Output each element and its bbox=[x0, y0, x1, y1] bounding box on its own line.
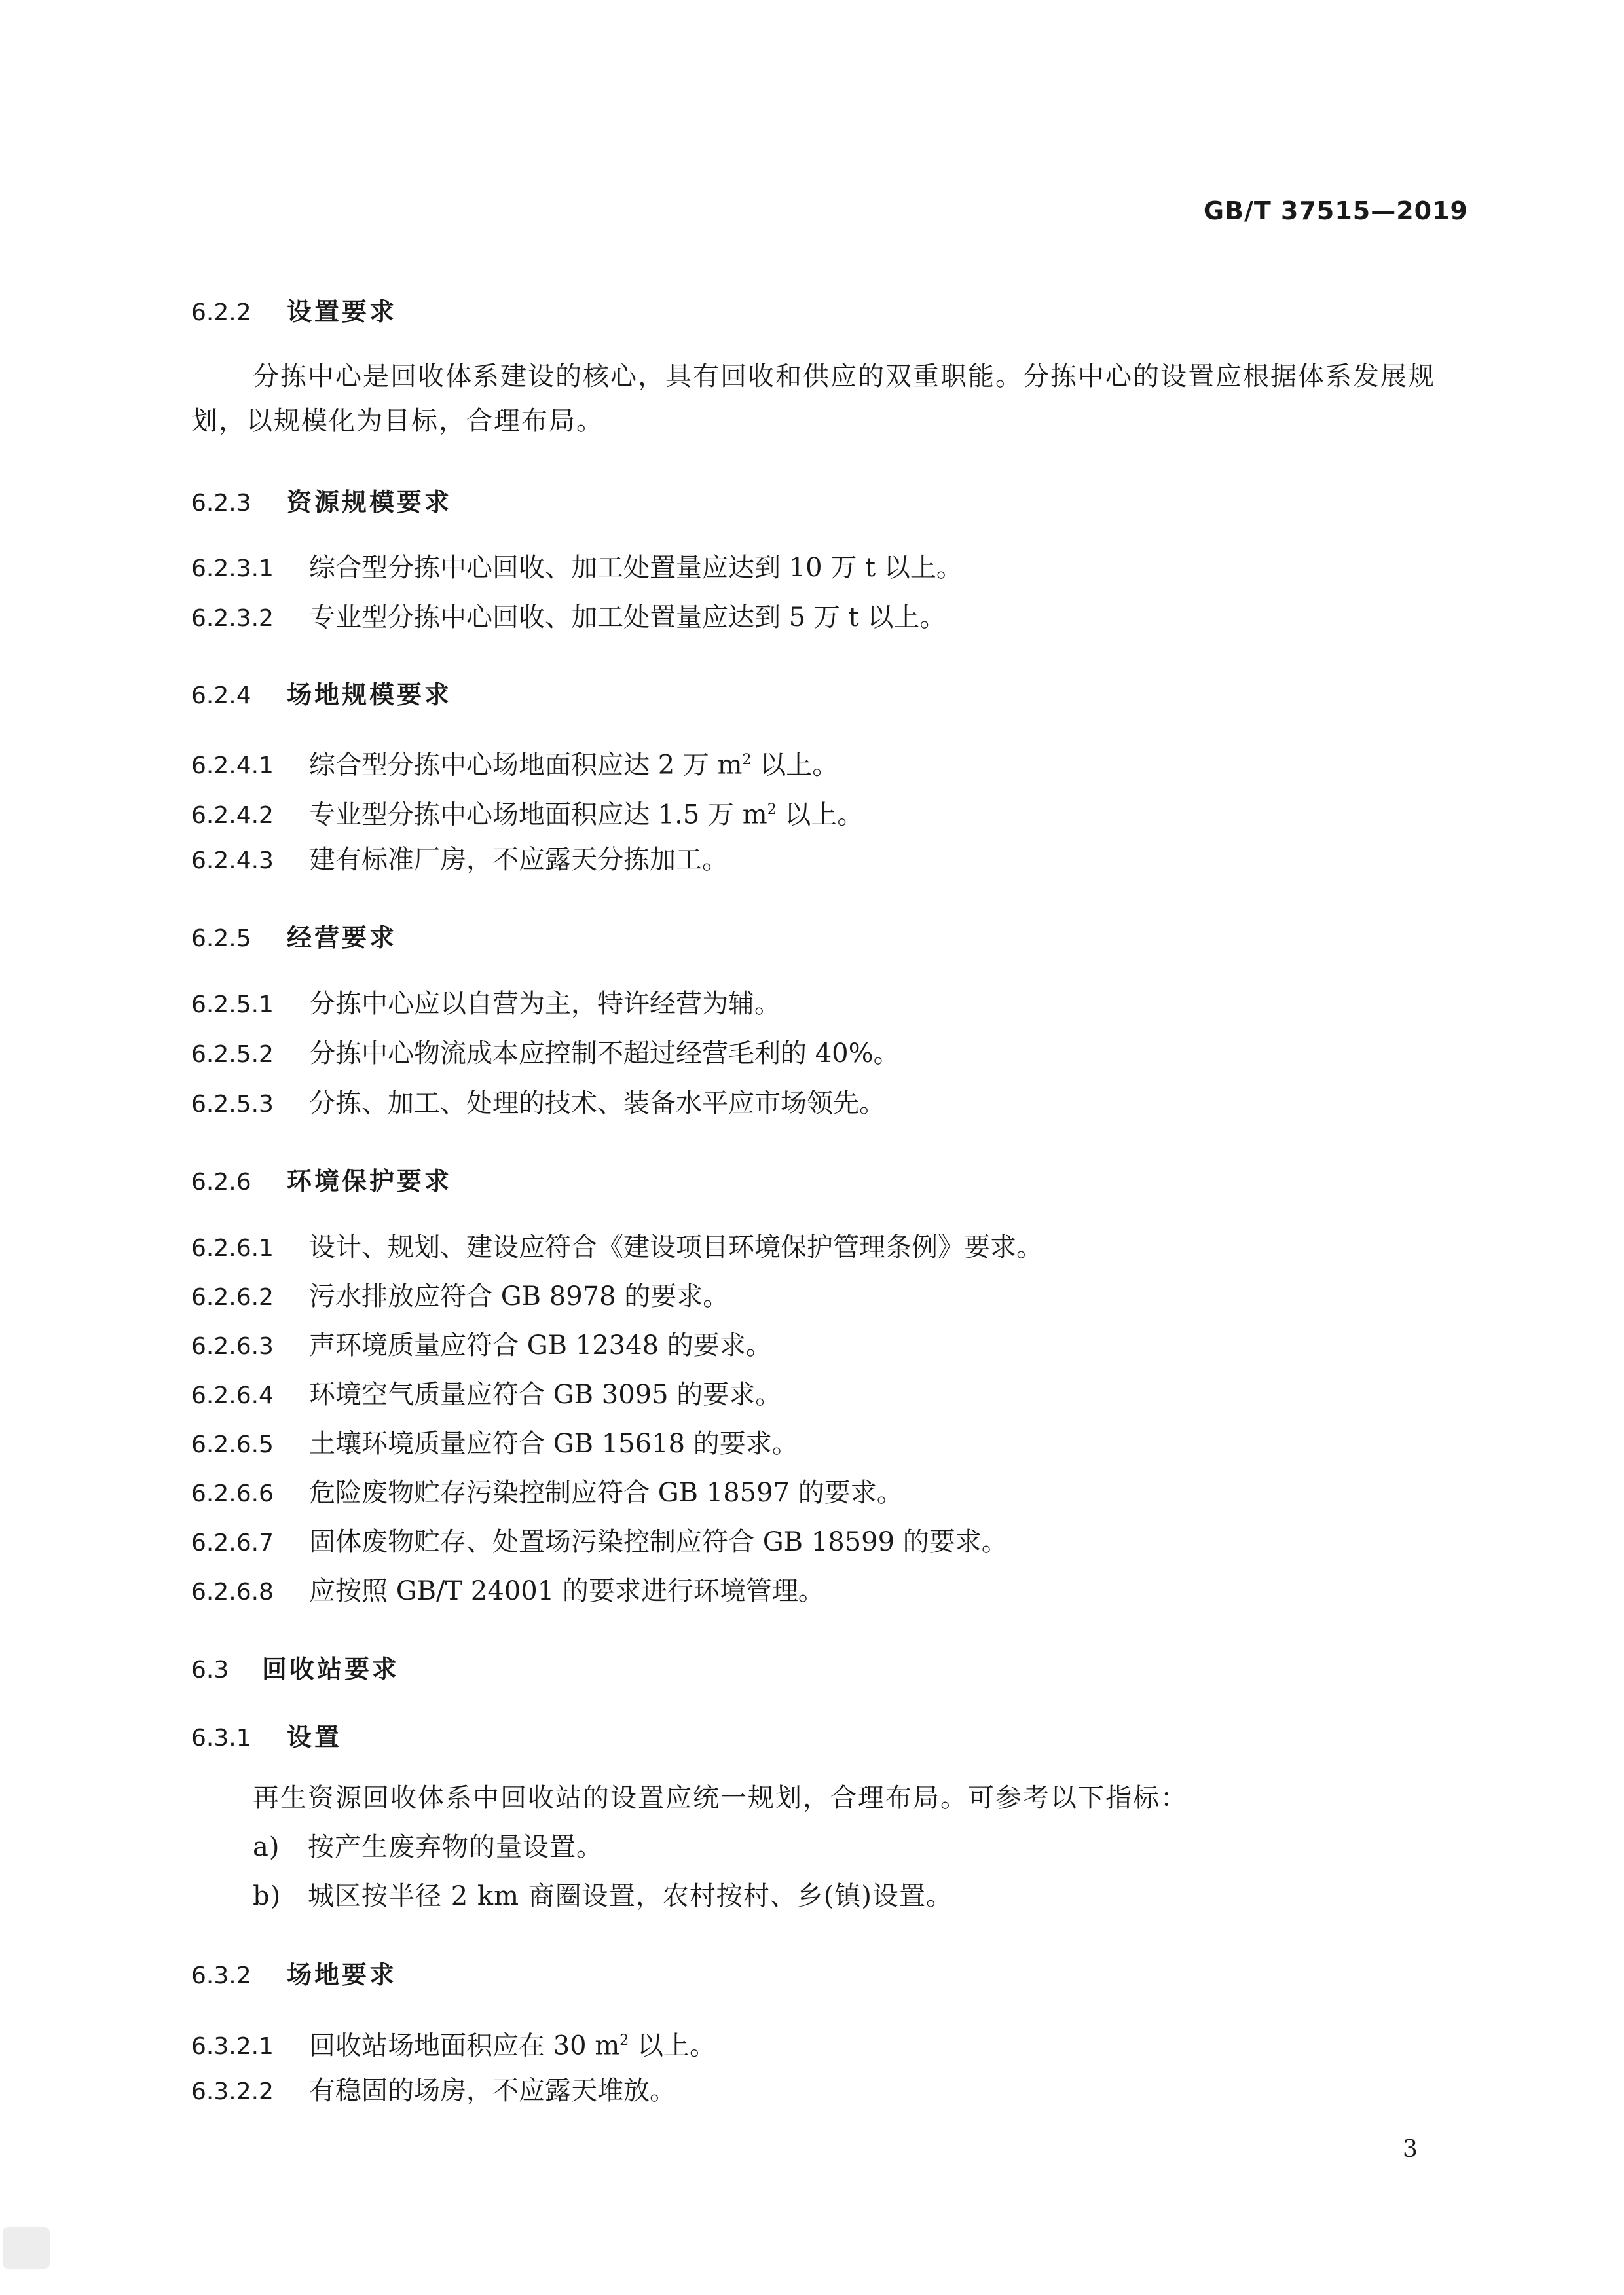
clause-text: 危险废物贮存污染控制应符合 GB 18597 的要求。 bbox=[309, 1478, 903, 1508]
clause-text: 声环境质量应符合 GB 12348 的要求。 bbox=[309, 1331, 772, 1361]
clause-6-2-6-3 bbox=[191, 1327, 1467, 1365]
clause-text: 建有标准厂房，不应露天分拣加工。 bbox=[309, 845, 728, 875]
clause-number: 6.2.6.8 bbox=[191, 1579, 274, 1606]
clause-number: 6.2.3.2 bbox=[191, 605, 274, 632]
section-heading-6-3-1 bbox=[191, 1719, 1467, 1757]
clause-text: 固体废物贮存、处置场污染控制应符合 GB 18599 的要求。 bbox=[309, 1527, 1008, 1557]
section-heading-6-2-3 bbox=[191, 484, 1467, 522]
list-marker: b) bbox=[253, 1881, 282, 1911]
clause-text-tail: 以上。 bbox=[629, 2030, 716, 2061]
clause-text: 应按照 GB/T 24001 的要求进行环境管理。 bbox=[309, 1576, 824, 1606]
heading-title: 场地要求 bbox=[287, 1960, 397, 1989]
clause-text: 有稳固的场房，不应露天堆放。 bbox=[309, 2076, 676, 2106]
clause-text: 专业型分拣中心场地面积应达 1.5 万 m bbox=[309, 799, 767, 830]
clause-6-2-5-2 bbox=[191, 1035, 1467, 1073]
clause-6-2-6-1 bbox=[191, 1229, 1467, 1267]
clause-text-tail: 以上。 bbox=[751, 750, 839, 780]
section-heading-6-2-6 bbox=[191, 1163, 1467, 1201]
superscript: 2 bbox=[619, 2032, 629, 2049]
clause-6-2-4-2 bbox=[191, 792, 1467, 834]
clause-number: 6.2.5.2 bbox=[191, 1041, 274, 1068]
heading-number: 6.3.1 bbox=[191, 1725, 251, 1752]
clause-text: 环境空气质量应符合 GB 3095 的要求。 bbox=[309, 1380, 782, 1410]
clause-number: 6.2.6.6 bbox=[191, 1480, 274, 1507]
clause-number: 6.3.2.2 bbox=[191, 2078, 274, 2105]
clause-6-2-3-1 bbox=[191, 549, 1467, 587]
clause-number: 6.3.2.1 bbox=[191, 2033, 274, 2061]
paragraph-6-2-2: 分拣中心是回收体系建设的核心，具有回收和供应的双重职能。分拣中心的设置应根据体系发展规划，以规模化为目标，合理布局。 bbox=[191, 361, 1435, 436]
section-heading-6-2-2 bbox=[191, 293, 1467, 331]
standard-code: GB/T 37515—2019 bbox=[1203, 196, 1468, 225]
clause-number: 6.2.6.4 bbox=[191, 1382, 274, 1409]
heading-number: 6.2.5 bbox=[191, 925, 251, 952]
clause-text: 分拣中心物流成本应控制不超过经营毛利的 40%。 bbox=[309, 1038, 900, 1069]
clause-6-2-4-1 bbox=[191, 742, 1467, 784]
clause-6-2-6-8 bbox=[191, 1573, 1467, 1611]
corner-mark bbox=[3, 2227, 50, 2269]
list-item-text: 城区按半径 2 km 商圈设置，农村按村、乡(镇)设置。 bbox=[308, 1881, 953, 1911]
heading-number: 6.2.4 bbox=[191, 682, 251, 709]
clause-6-2-6-6 bbox=[191, 1475, 1467, 1513]
heading-title: 回收站要求 bbox=[262, 1655, 400, 1683]
section-heading-6-2-4 bbox=[191, 676, 1467, 714]
superscript: 2 bbox=[767, 801, 777, 818]
heading-title: 设置 bbox=[287, 1723, 342, 1752]
clause-number: 6.2.6.2 bbox=[191, 1284, 274, 1311]
heading-number: 6.2.2 bbox=[191, 299, 251, 326]
section-heading-6-3 bbox=[191, 1651, 1467, 1689]
section-heading-6-2-5 bbox=[191, 919, 1467, 957]
clause-6-3-2-2 bbox=[191, 2072, 1467, 2110]
heading-title: 环境保护要求 bbox=[287, 1167, 452, 1196]
clause-6-2-6-7 bbox=[191, 1524, 1467, 1562]
list-marker: a) bbox=[253, 1832, 280, 1862]
clause-number: 6.2.6.3 bbox=[191, 1333, 274, 1360]
heading-title: 场地规模要求 bbox=[287, 680, 452, 709]
clause-6-2-5-3 bbox=[191, 1085, 1467, 1123]
section-heading-6-3-2 bbox=[191, 1956, 1467, 1994]
list-item-text: 按产生废弃物的量设置。 bbox=[308, 1832, 603, 1862]
heading-number: 6.2.6 bbox=[191, 1169, 251, 1196]
clause-number: 6.2.4.1 bbox=[191, 752, 274, 780]
clause-number: 6.2.6.1 bbox=[191, 1235, 274, 1262]
paragraph-6-3-1: 再生资源回收体系中回收站的设置应统一规划，合理布局。可参考以下指标： bbox=[253, 1783, 1188, 1813]
clause-text: 综合型分拣中心场地面积应达 2 万 m bbox=[309, 750, 743, 780]
clause-text: 专业型分拣中心回收、加工处置量应达到 5 万 t 以上。 bbox=[309, 602, 946, 633]
clause-6-2-6-4 bbox=[191, 1376, 1467, 1414]
clause-text: 综合型分拣中心回收、加工处置量应达到 10 万 t 以上。 bbox=[309, 553, 963, 583]
heading-number: 6.3 bbox=[191, 1657, 229, 1683]
clause-number: 6.2.6.7 bbox=[191, 1530, 274, 1556]
clause-number: 6.2.6.5 bbox=[191, 1431, 274, 1458]
clause-number: 6.2.3.1 bbox=[191, 555, 274, 582]
clause-6-2-6-5 bbox=[191, 1425, 1467, 1463]
heading-number: 6.2.3 bbox=[191, 490, 251, 517]
list-item-a bbox=[253, 1829, 603, 1865]
clause-6-2-6-2 bbox=[191, 1278, 1467, 1316]
clause-text: 土壤环境质量应符合 GB 15618 的要求。 bbox=[309, 1429, 798, 1459]
clause-number: 6.2.5.3 bbox=[191, 1091, 274, 1118]
superscript: 2 bbox=[742, 752, 752, 768]
clause-6-2-3-2 bbox=[191, 599, 1467, 637]
clause-number: 6.2.4.3 bbox=[191, 847, 274, 874]
clause-text: 分拣中心应以自营为主，特许经营为辅。 bbox=[309, 989, 781, 1019]
heading-number: 6.3.2 bbox=[191, 1962, 251, 1989]
clause-6-2-4-3 bbox=[191, 841, 1467, 879]
heading-title: 资源规模要求 bbox=[287, 488, 452, 517]
clause-6-3-2-1 bbox=[191, 2023, 1467, 2065]
heading-title: 经营要求 bbox=[287, 923, 397, 952]
list-item-b bbox=[253, 1878, 953, 1915]
clause-6-2-5-1 bbox=[191, 985, 1467, 1023]
page-number: 3 bbox=[1403, 2136, 1418, 2163]
clause-text-tail: 以上。 bbox=[776, 799, 864, 830]
clause-text: 污水排放应符合 GB 8978 的要求。 bbox=[309, 1281, 729, 1312]
clause-number: 6.2.4.2 bbox=[191, 802, 274, 830]
clause-text: 分拣、加工、处理的技术、装备水平应市场领先。 bbox=[309, 1088, 885, 1118]
heading-title: 设置要求 bbox=[287, 297, 397, 326]
clause-text: 回收站场地面积应在 30 m bbox=[309, 2030, 620, 2061]
clause-number: 6.2.5.1 bbox=[191, 991, 274, 1018]
clause-text: 设计、规划、建设应符合《建设项目环境保护管理条例》要求。 bbox=[309, 1232, 1043, 1262]
